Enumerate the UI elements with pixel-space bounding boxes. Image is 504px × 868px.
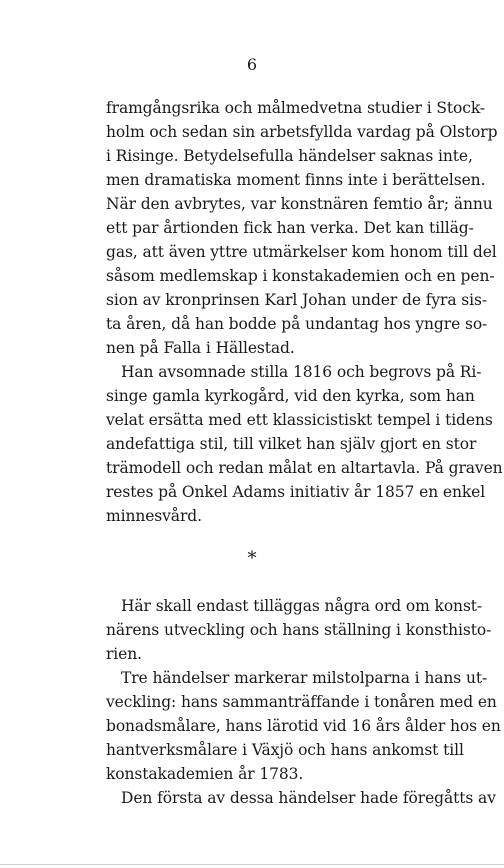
text-line: såsom medlemskap i konstakademien och en pen- — [106, 267, 495, 285]
text-line: hantverksmålare i Växjö och hans ankomst till — [106, 741, 464, 759]
text-line: veckling: hans sammanträffande i tonåren med en — [106, 693, 497, 711]
text-line: Tre händelser markerar milstolparna i hans ut- — [121, 669, 488, 687]
text-line: singe gamla kyrkogård, vid den kyrka, som han — [106, 387, 475, 405]
text-line: restes på Onkel Adams initiativ år 1857 en enkel — [106, 483, 486, 501]
text-line: holm och sedan sin arbetsfyllda vardag på Olstorp — [106, 123, 498, 141]
text-line: velat ersätta med ett klassicistiskt tempel i tidens — [106, 411, 493, 429]
text-line: minnesvård. — [106, 507, 202, 525]
text-line: andefattiga stil, till vilket han själv gjort en stor — [106, 435, 477, 453]
text-line: ta åren, då han bodde på undantag hos yngre so- — [106, 315, 488, 333]
text-line: sion av kronprinsen Karl Johan under de fyra sis- — [106, 291, 487, 309]
section-separator-asterisk: * — [247, 548, 257, 569]
text-line: framgångsrika och målmedvetna studier i Stock- — [106, 99, 486, 117]
text-line: i Risinge. Betydelsefulla händelser saknas inte, — [106, 147, 473, 165]
text-line: ett par årtionden fick han verka. Det kan tilläg- — [106, 219, 474, 237]
text-line: Här skall endast tilläggas några ord om konst- — [121, 597, 483, 615]
text-line: konstakademien år 1783. — [106, 765, 304, 783]
text-line: Den första av dessa händelser hade föregåtts av — [121, 789, 496, 807]
scan-edge-line — [0, 864, 504, 865]
text-line: När den avbrytes, var konstnären femtio år; ännu — [106, 195, 493, 213]
text-line: gas, att även yttre utmärkelser kom honom till del — [106, 243, 497, 261]
text-line: men dramatiska moment finns inte i berättelsen. — [106, 171, 486, 189]
text-line: rien. — [106, 645, 142, 663]
text-line: närens utveckling och hans ställning i konsthisto- — [106, 621, 492, 639]
text-line: trämodell och redan målat en altartavla. På graven — [106, 459, 503, 477]
text-line: nen på Falla i Hällestad. — [106, 339, 295, 357]
page-number: 6 — [246, 55, 258, 74]
text-line: bonadsmålare, hans lärotid vid 16 års ålder hos en — [106, 717, 501, 735]
text-line: Han avsomnade stilla 1816 och begrovs på Ri- — [121, 363, 482, 381]
